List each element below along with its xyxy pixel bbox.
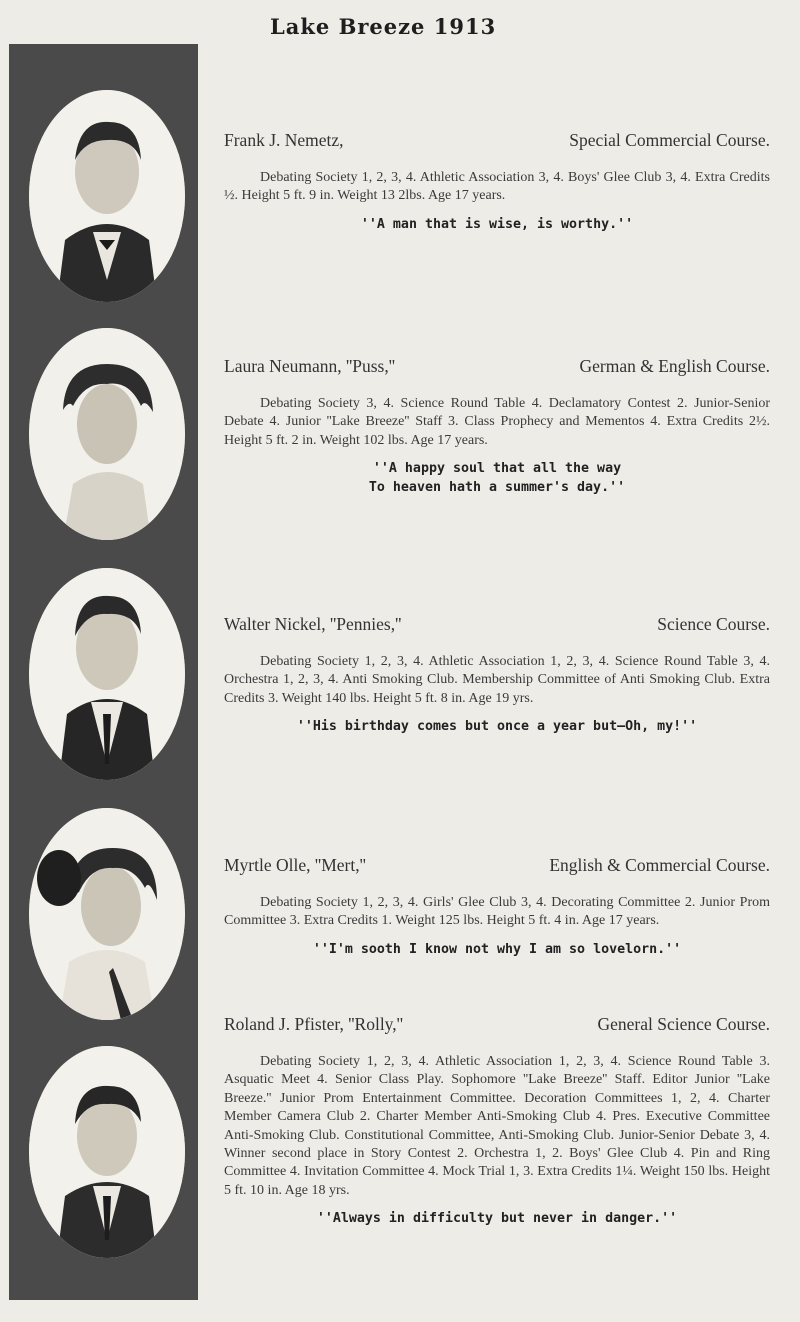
portrait-strip bbox=[9, 44, 198, 1300]
portrait-photo-laura-neumann bbox=[29, 328, 185, 540]
student-quote: ''A man that is wise, is worthy.'' bbox=[360, 216, 634, 232]
student-entry bbox=[224, 855, 770, 959]
student-course: Science Course. bbox=[657, 614, 770, 634]
student-quote bbox=[224, 459, 770, 497]
portrait-photo-myrtle-olle bbox=[29, 808, 185, 1020]
student-quote: ''His birthday comes but once a year but—Oh, my!'' bbox=[296, 719, 698, 735]
student-name: Roland J. Pfister, ''Rolly,'' bbox=[224, 1014, 403, 1034]
student-course: Special Commercial Course. bbox=[569, 130, 770, 150]
student-entry bbox=[224, 356, 770, 497]
student-entry bbox=[224, 130, 770, 234]
student-quote-line: To heaven hath a summer's day.'' bbox=[368, 480, 626, 496]
student-course: German & English Course. bbox=[579, 356, 770, 376]
student-name: Laura Neumann, ''Puss,'' bbox=[224, 356, 396, 376]
student-course: English & Commercial Course. bbox=[549, 855, 770, 875]
page-title: Lake Breeze 1913 bbox=[270, 14, 497, 39]
student-course: General Science Course. bbox=[597, 1014, 770, 1034]
student-quote: ''Always in difficulty but never in danger.'' bbox=[316, 1211, 678, 1227]
student-activities: Debating Society 1, 2, 3, 4. Athletic Association 1, 2, 3, 4. Science Round Table 3. Asquatic Meet 4. Senior Class Play. Sophomore ''Lake Breeze'' Staff. Editor Junior ''Lake Breeze.'' Junior Prom Entertainment Committee. Decoration Committees 1, 2, 4. Charter Member Camera Club 2. Charter Member Anti-Smoking Club 4. Pres. Executive Committee Anti-Smoking Club. Constitutional Committee, Anti-Smoking Club. Junior-Senior Debate 3, 4. Winner second place in Story Contest 2. Orchestra 1, 2. Boys' Glee Club 4. Pin and Ring Committee 4. Invitation Committee 4. Mock Trial 1, 3. Extra Credits 1¼. Weight 150 lbs. Height 5 ft. 10 in. Age 18 yrs. bbox=[224, 1054, 770, 1198]
student-quote: ''I'm sooth I know not why I am so lovelorn.'' bbox=[312, 941, 682, 957]
student-activities: Debating Society 1, 2, 3, 4. Girls' Glee Club 3, 4. Decorating Committee 2. Junior Prom Committee 3. Extra Credits 1. Weight 125 lbs. Height 5 ft. 4 in. Age 17 years. bbox=[224, 895, 770, 929]
student-entry bbox=[224, 614, 770, 736]
student-name: Frank J. Nemetz, bbox=[224, 130, 344, 150]
student-name: Myrtle Olle, ''Mert,'' bbox=[224, 855, 366, 875]
student-name: Walter Nickel, ''Pennies,'' bbox=[224, 614, 402, 634]
portrait-photo-walter-nickel bbox=[29, 568, 185, 780]
student-quote-line: ''A happy soul that all the way bbox=[372, 461, 622, 477]
portrait-photo-frank-nemetz bbox=[29, 90, 185, 302]
student-activities: Debating Society 3, 4. Science Round Table 4. Declamatory Contest 2. Junior-Senior Debate 4. Junior ''Lake Breeze'' Staff 3. Class Prophecy and Mementos 4. Extra Credits 2½. Height 5 ft. 2 in. Weight 102 lbs. Age 17 years. bbox=[224, 396, 770, 448]
student-activities: Debating Society 1, 2, 3, 4. Athletic Association 3, 4. Boys' Glee Club 3, 4. Extra Credits ½. Height 5 ft. 9 in. Weight 13 2lbs. Age 17 years. bbox=[224, 170, 770, 204]
portrait-photo-roland-pfister bbox=[29, 1046, 185, 1258]
student-activities: Debating Society 1, 2, 3, 4. Athletic Association 1, 2, 3, 4. Science Round Table 3, 4. Orchestra 1, 2, 3, 4. Anti Smoking Club. Membership Committee of Anti Smoking Club. Extra Credits 3. Weight 140 lbs. Height 5 ft. 8 in. Age 19 yrs. bbox=[224, 654, 770, 706]
student-entry bbox=[224, 1014, 770, 1228]
